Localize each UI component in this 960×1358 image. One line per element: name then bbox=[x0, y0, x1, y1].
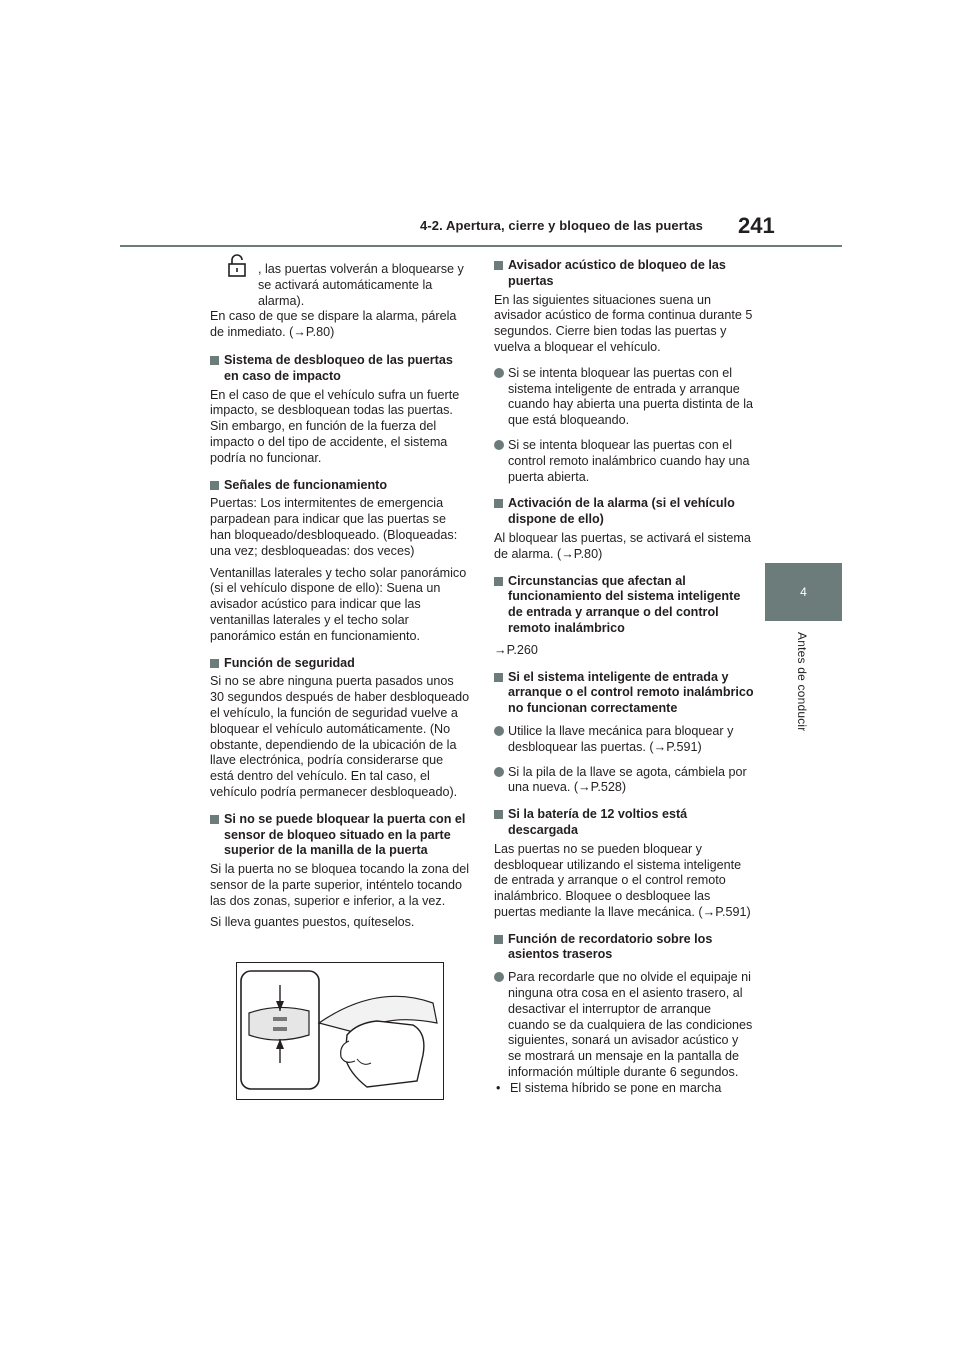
circle-bullet-icon bbox=[494, 440, 504, 450]
section-heading bbox=[210, 812, 470, 859]
section-title: Función de seguridad bbox=[224, 655, 355, 670]
hand-touching-door-handle-icon bbox=[237, 963, 443, 1099]
section-title: Circunstancias que afectan al funcionamiento del sistema inteligente de entrada y arranque o del control remoto inalámbrico bbox=[508, 573, 741, 635]
section-title: Señales de funcionamiento bbox=[224, 477, 388, 492]
circle-bullet-icon bbox=[494, 972, 504, 982]
section-heading bbox=[494, 258, 754, 290]
section-heading bbox=[210, 478, 470, 494]
circle-bullet-icon bbox=[494, 767, 504, 777]
section-heading bbox=[494, 807, 754, 839]
section-heading bbox=[494, 670, 754, 717]
paragraph: Si no se abre ninguna puerta pasados unos 30 segundos después de haber desbloqueado el vehículo, la función de seguridad vuelve a bloquear el vehículo automáticamente. (No obstante, dependiendo de la ubicación de la llave electrónica, podría considerarse que está dentro del vehículo. En tal caso, el vehículo podría permanecer desbloqueado). bbox=[210, 674, 470, 799]
paragraph: Si lleva guantes puestos, quíteselos. bbox=[210, 915, 415, 930]
section-heading bbox=[210, 656, 470, 672]
square-bullet-icon bbox=[210, 815, 219, 824]
padlock-icon bbox=[224, 252, 250, 278]
section-title: Activación de la alarma (si el vehículo dispone de ello) bbox=[508, 496, 735, 527]
page-number: 241 bbox=[738, 213, 775, 238]
paragraph: Si la puerta no se bloquea tocando la zona del sensor de la parte superior, inténtelo tocando las dos zonas, superior e inferior, a la vez. bbox=[210, 862, 470, 908]
square-bullet-icon bbox=[494, 577, 503, 586]
square-bullet-icon bbox=[494, 810, 503, 819]
circle-bullet-icon bbox=[494, 368, 504, 378]
square-bullet-icon bbox=[210, 356, 219, 365]
square-bullet-icon bbox=[210, 659, 219, 668]
chapter-tab-number: 4 bbox=[800, 585, 807, 599]
square-bullet-icon bbox=[210, 481, 219, 490]
right-column bbox=[494, 258, 754, 1103]
intro-text-2: En caso de que se dispare la alarma, párela de inmediato. (→P.80) bbox=[210, 309, 457, 340]
paragraph: Ventanillas laterales y techo solar panorámico (si el vehículo dispone de ello): Suena un avisador acústico para indicar que las ventanillas laterales y el techo solar panorámico están en funcionamiento. bbox=[210, 565, 467, 643]
list-item: Si se intenta bloquear las puertas con el sistema inteligente de entrada y arranque cuando hay abierta una puerta distinta de la que está bloqueando. bbox=[494, 366, 754, 429]
dash-list-item: • El sistema híbrido se pone en marcha bbox=[496, 1080, 722, 1095]
left-column bbox=[210, 258, 470, 937]
list-item: Si se intenta bloquear las puertas con el control remoto inalámbrico cuando hay una puerta abierta. bbox=[494, 438, 754, 485]
paragraph: Al bloquear las puertas, se activará el sistema de alarma. (→P.80) bbox=[494, 530, 751, 561]
paragraph: Puertas: Los intermitentes de emergencia parpadean para indicar que las puertas se han bloqueado/desbloqueado. (Bloqueadas: una vez; desbloqueadas: dos veces) bbox=[210, 496, 458, 558]
header-rule bbox=[120, 245, 842, 247]
list-item: Si la pila de la llave se agota, cámbiela por una nueva. (→P.528) bbox=[494, 765, 754, 797]
section-heading bbox=[494, 574, 754, 637]
paragraph: Las puertas no se pueden bloquear y desbloquear utilizando el sistema inteligente de entrada y arranque o el control remoto inalámbrico. Bloquee o desbloquee las puertas mediante la llave mecánica. (→P.591) bbox=[494, 841, 751, 919]
door-handle-sensor-illustration bbox=[236, 962, 444, 1100]
section-title: Función de recordatorio sobre los asientos traseros bbox=[508, 931, 713, 962]
square-bullet-icon bbox=[494, 935, 503, 944]
list-item: Utilice la llave mecánica para bloquear y desbloquear las puertas. (→P.591) bbox=[494, 724, 754, 756]
circle-bullet-icon bbox=[494, 726, 504, 736]
chapter-tab bbox=[765, 563, 842, 621]
intro-text-1: , las puertas volverán a bloquearse y se activará automáticamente la alarma). bbox=[258, 262, 464, 308]
header-section-title: 4-2. Apertura, cierre y bloqueo de las puertas bbox=[420, 218, 703, 233]
paragraph: En el caso de que el vehículo sufra un fuerte impacto, se desbloquean todas las puertas. Sin embargo, en función de la fuerza del impacto o del tipo de accidente, el sistema podría no funcionar. bbox=[210, 387, 460, 465]
paragraph: En las siguientes situaciones suena un avisador acústico de forma continua durante 5 segundos. Cierre bien todas las puertas y vuelva a bloquear el vehículo. bbox=[494, 292, 753, 354]
chapter-tab-label: Antes de conducir bbox=[795, 632, 809, 732]
section-title: Si la batería de 12 voltios está descargada bbox=[508, 807, 688, 837]
section-heading bbox=[494, 496, 754, 528]
paragraph: →P.260 bbox=[494, 642, 538, 657]
section-heading bbox=[210, 353, 470, 385]
section-title: Si el sistema inteligente de entrada y arranque o el control remoto inalámbrico no funcionan correctamente bbox=[508, 669, 754, 716]
square-bullet-icon bbox=[494, 673, 503, 682]
section-title: Avisador acústico de bloqueo de las puertas bbox=[508, 258, 726, 288]
square-bullet-icon bbox=[494, 261, 503, 270]
intro-line bbox=[210, 258, 470, 309]
section-title: Si no se puede bloquear la puerta con el sensor de bloqueo situado en la parte superior de la manilla de la puerta bbox=[224, 811, 466, 858]
list-item: Para recordarle que no olvide el equipaje ni ninguna otra cosa en el asiento trasero, al desactivar el interruptor de arranque cuando se da cualquiera de las condiciones siguientes, sonará un avisador acústico y se mostrará un mensaje en la pantalla de información múltiple durante 6 segundos. bbox=[494, 970, 754, 1081]
section-title: Sistema de desbloqueo de las puertas en caso de impacto bbox=[224, 352, 453, 383]
section-heading bbox=[494, 932, 754, 964]
square-bullet-icon bbox=[494, 499, 503, 508]
